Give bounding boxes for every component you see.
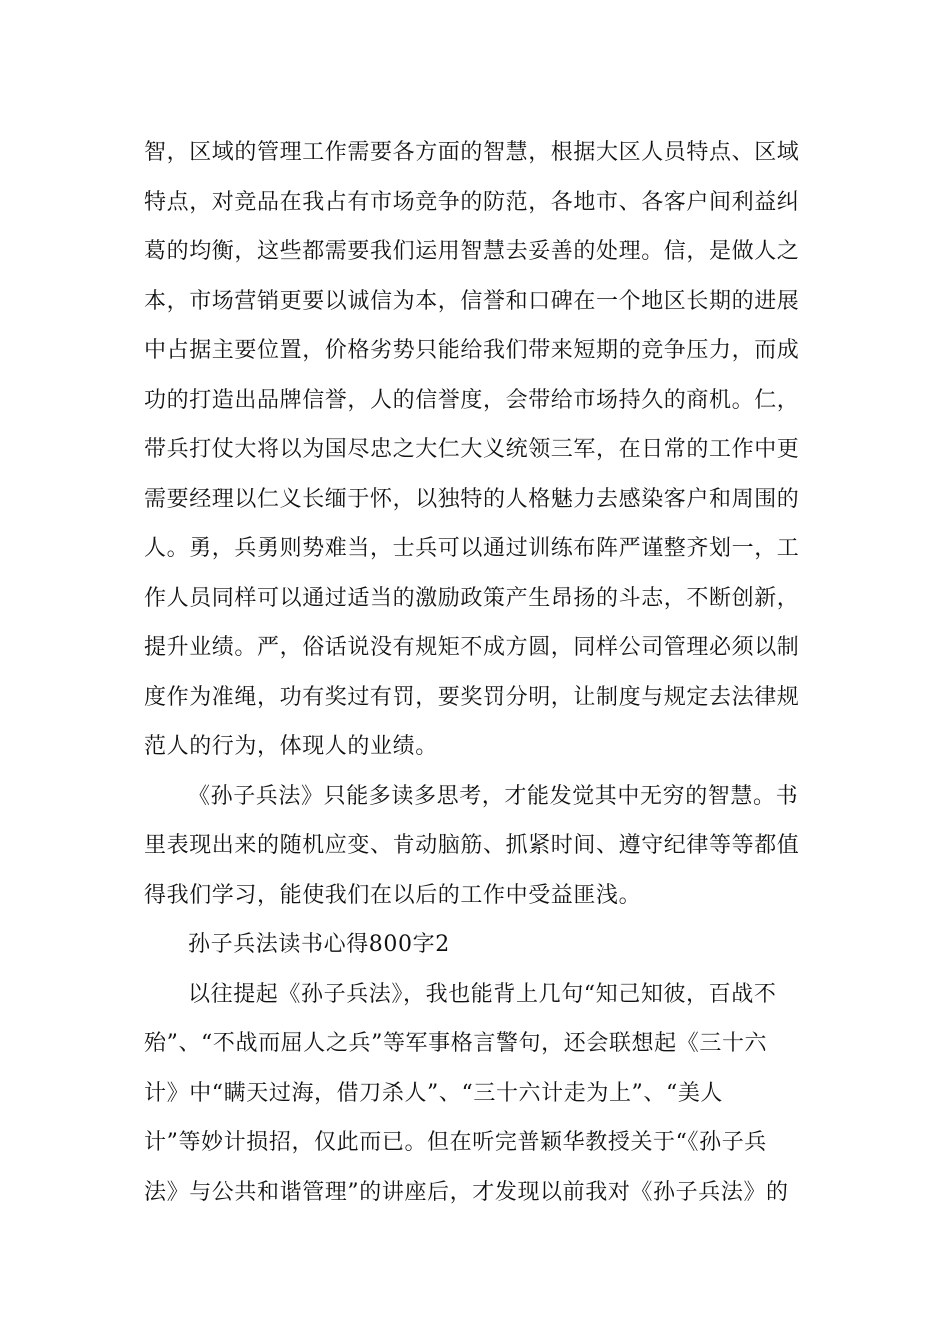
text-line: 人。勇，兵勇则势难当，士兵可以通过训练布阵严谨整齐划一，工 — [144, 536, 800, 561]
text-line: 计”等妙计损招，仅此而已。但在听完普颖华教授关于“《孙子兵 — [144, 1130, 767, 1155]
paragraph-1 — [144, 128, 808, 772]
document-body — [144, 128, 808, 1217]
text-line: 得我们学习，能使我们在以后的工作中受益匪浅。 — [144, 882, 642, 908]
text-line: 《孙子兵法》只能多读多思考，才能发觉其中无穷的智慧。书 — [188, 783, 799, 809]
text-line: 智，区域的管理工作需要各方面的智慧，根据大区人员特点、区域 — [144, 140, 800, 165]
text-line: 提升业绩。严，俗话说没有规矩不成方圆，同样公司管理必须以制 — [144, 635, 800, 660]
paragraph-2 — [144, 772, 808, 921]
text-line: 葛的均衡，这些都需要我们运用智慧去妥善的处理。信，是做人之 — [144, 239, 800, 264]
text-line: 本，市场营销更要以诚信为本，信誉和口碑在一个地区长期的进展 — [144, 288, 800, 314]
text-line: 带兵打仗大将以为国尽忠之大仁大义统领三军，在日常的工作中更 — [144, 437, 800, 462]
text-line: 范人的行为，体现人的业绩。 — [144, 734, 438, 759]
text-line: 中占据主要位置，价格劣势只能给我们带来短期的竞争压力，而成 — [144, 338, 800, 363]
text-line: 功的打造出品牌信誉，人的信誉度，会带给市场持久的商机。仁， — [144, 387, 800, 413]
text-line: 需要经理以仁义长缅于怀，以独特的人格魅力去感染客户和周围的 — [144, 486, 800, 512]
text-line: 里表现出来的随机应变、肯动脑筋、抓紧时间、遵守纪律等等都值 — [144, 833, 800, 858]
text-line: 以往提起《孙子兵法》，我也能背上几句“知己知彼，百战不 — [188, 981, 777, 1007]
text-line: 作人员同样可以通过适当的激励政策产生昂扬的斗志，不断创新， — [144, 585, 800, 611]
text-line: 特点，对竞品在我占有市场竞争的防范，各地市、各客户间利益纠 — [144, 189, 800, 215]
paragraph-3 — [144, 970, 808, 1218]
text-line: 度作为准绳，功有奖过有罚，要奖罚分明，让制度与规定去法律规 — [144, 684, 800, 710]
section-heading: 孙子兵法读书心得800字2 — [188, 932, 450, 957]
text-line: 法》与公共和谐管理”的讲座后，才发现以前我对《孙子兵法》的 — [144, 1179, 789, 1205]
text-line: 殆”、“不战而屈人之兵”等军事格言警句，还会联想起《三十六 — [144, 1031, 768, 1056]
text-line: 计》中“瞒天过海，借刀杀人”、“三十六计走为上”、“美人 — [144, 1080, 724, 1106]
